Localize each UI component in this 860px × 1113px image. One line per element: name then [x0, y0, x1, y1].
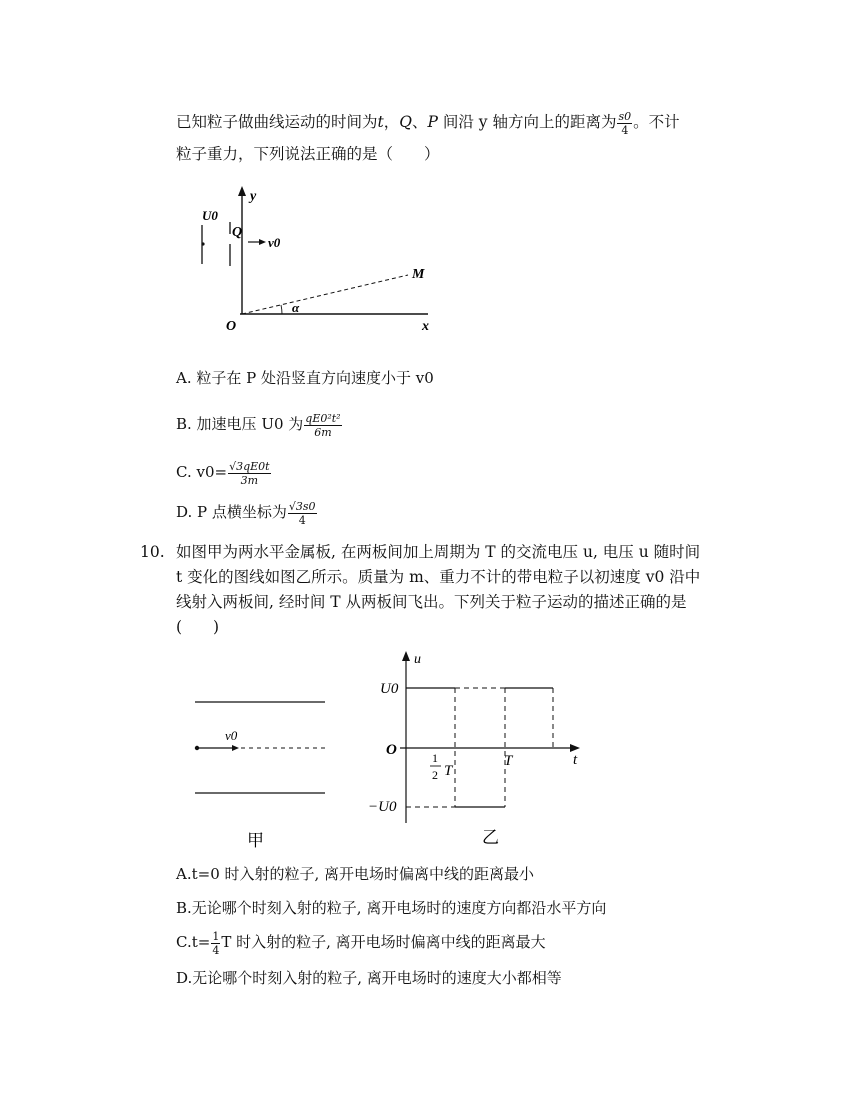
q10-v0-arrowhead: [232, 745, 239, 751]
q9-stem-line2: 粒子重力，下列说法正确的是（ ）: [176, 145, 440, 163]
q9-distance-fraction: [617, 111, 632, 136]
q10-figure-yi: [360, 645, 600, 860]
q10-jia-label-v0: v0: [225, 728, 238, 743]
q9-option-C-num: √3qE0t: [229, 459, 270, 473]
q9-stem-text-a: 已知粒子做曲线运动的时间为: [176, 113, 378, 131]
q9-label-U0: U0: [202, 208, 218, 223]
q10-option-B[interactable]: B.无论哪个时刻入射的粒子, 离开电场时的速度方向都沿水平方向: [176, 899, 607, 917]
q9-sep1: ，: [383, 113, 400, 131]
q10-u-arrow: [402, 651, 410, 661]
q9-figure: [190, 182, 450, 337]
q10-yi-label-halfT: T: [444, 763, 453, 779]
q9-particle-dot: [201, 242, 204, 245]
q9-option-B[interactable]: [176, 412, 343, 438]
q9-label-M: M: [412, 267, 425, 282]
q9-label-alpha: α: [292, 300, 300, 315]
q9-option-D[interactable]: [176, 500, 318, 526]
q9-option-B-prefix: B. 加速电压 U0 为: [176, 415, 304, 433]
q10-yi-label-U0: U0: [380, 681, 399, 697]
q9-v0-arrowhead: [259, 239, 266, 245]
q10-option-D[interactable]: D.无论哪个时刻入射的粒子, 离开电场时的速度大小都相等: [176, 969, 562, 987]
q9-option-C[interactable]: [176, 460, 272, 486]
q9-line-OM: [242, 275, 408, 314]
q10-option-C[interactable]: [176, 930, 546, 956]
q9-option-C-den: 3m: [240, 473, 259, 487]
q9-label-x: x: [422, 319, 429, 334]
q9-y-arrow: [238, 186, 246, 196]
q10-figure-jia: [185, 690, 335, 860]
q9-option-D-fraction: [288, 501, 317, 526]
q10-option-C-num: 1: [212, 929, 220, 943]
q9-option-B-fraction: [304, 413, 341, 438]
q9-var-Q: Q: [399, 113, 412, 131]
q9-label-v0: v0: [268, 235, 281, 250]
q9-option-D-prefix: D. P 点横坐标为: [176, 503, 287, 521]
q9-option-B-den: 6m: [314, 425, 332, 439]
q10-yi-label-half-num: 1: [432, 751, 438, 765]
q9-option-C-prefix: C. v0=: [176, 463, 228, 481]
q10-option-C-prefix: C.t=: [176, 933, 211, 951]
q9-stem-text-c: 。不计: [633, 113, 680, 131]
q10-stem-line4: ( ): [176, 618, 220, 636]
q10-option-C-suffix: T 时入射的粒子, 离开电场时偏离中线的距离最大: [221, 933, 546, 951]
q10-yi-label-O: O: [386, 742, 397, 758]
q10-option-C-fraction: [211, 931, 220, 956]
q9-var-t: t: [377, 113, 384, 131]
q10-yi-label-T: T: [504, 753, 513, 769]
q9-label-Q: Q: [232, 225, 243, 240]
q10-yi-caption: 乙: [482, 828, 499, 847]
q9-frac-den: 4: [621, 123, 629, 137]
q9-option-D-num: √3s0: [288, 499, 316, 513]
q9-option-B-num: qE0²t²: [305, 411, 341, 425]
q10-stem-line1: 如图甲为两水平金属板, 在两板间加上周期为 T 的交流电压 u, 电压 u 随时间: [176, 543, 701, 561]
q10-t-arrow: [570, 744, 580, 752]
q10-option-C-den: 4: [212, 943, 220, 957]
q9-sep2: 、: [411, 113, 428, 131]
q9-frac-num: s0: [618, 109, 632, 123]
q9-label-y: y: [250, 189, 257, 204]
q10-yi-label-u: u: [414, 652, 421, 667]
q10-jia-caption: 甲: [247, 831, 264, 850]
q10-number: 10.: [140, 543, 165, 561]
q9-stem-line1: [176, 108, 680, 136]
q10-option-A[interactable]: A.t=0 时入射的粒子, 离开电场时偏离中线的距离最小: [176, 865, 535, 883]
q9-option-C-fraction: [228, 461, 271, 486]
q10-stem-line2: t 变化的图线如图乙所示。质量为 m、重力不计的带电粒子以初速度 v0 沿中: [176, 568, 701, 586]
q9-label-O: O: [226, 319, 237, 334]
q9-option-A[interactable]: A. 粒子在 P 处沿竖直方向速度小于 v0: [176, 369, 434, 387]
q10-yi-label-t: t: [573, 752, 578, 768]
q10-stem-line3: 线射入两板间, 经时间 T 从两板间飞出。下列关于粒子运动的描述正确的是: [176, 593, 687, 611]
q9-stem-text-b: 间沿 y 轴方向上的距离为: [437, 113, 617, 131]
q10-yi-label-negU0: −U0: [368, 799, 397, 815]
q9-option-D-den: 4: [298, 513, 306, 527]
q9-var-P: P: [427, 113, 438, 131]
q10-yi-label-half-den: 2: [432, 768, 438, 782]
q9-angle-arc: [281, 305, 282, 314]
